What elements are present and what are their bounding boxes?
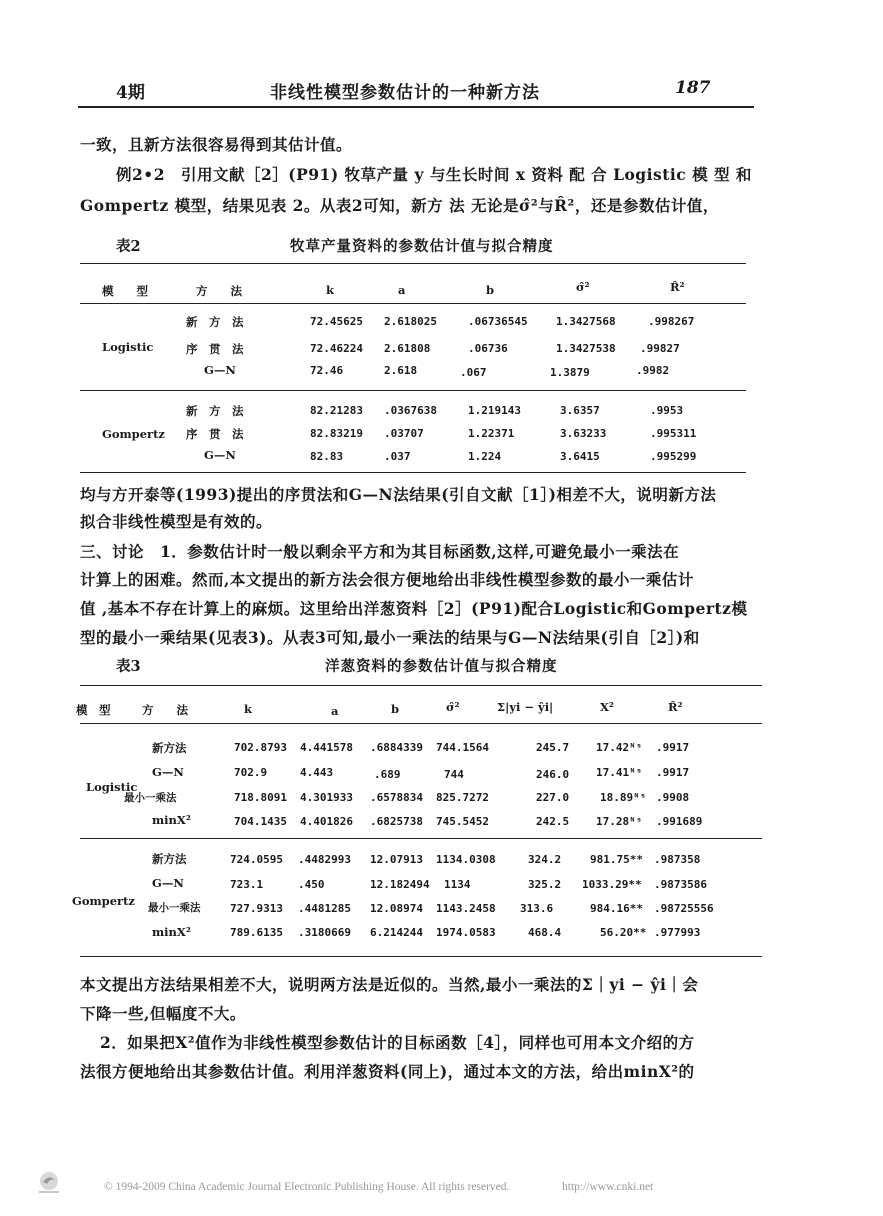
table3-label: 表3 — [116, 658, 141, 675]
table3-cell: 727.9313 — [230, 902, 283, 915]
table2-cell: 2.618 — [384, 364, 418, 377]
table2-cell: .995311 — [650, 427, 697, 440]
table2-cell: 2.618025 — [384, 315, 437, 328]
table3-model-cell: Gompertz — [72, 894, 135, 908]
table3-cell: .689 — [374, 768, 401, 781]
table2-cell: .06736 — [468, 342, 508, 355]
table2-method-cell: G—N — [204, 363, 236, 377]
table2-model-cell: Logistic — [102, 340, 154, 354]
table3-top-rule — [80, 685, 762, 686]
table2-cell: 72.45625 — [310, 315, 363, 328]
table3-header-rule — [80, 723, 762, 724]
issue-number: 4期 — [116, 83, 145, 103]
table3-cell: .450 — [298, 878, 325, 891]
table3-header-model: 模 型 — [76, 703, 111, 717]
table2-cell: 1.3879 — [550, 366, 590, 379]
table3-cell: 6.214244 — [370, 926, 423, 939]
table3-cell: 789.6135 — [230, 926, 283, 939]
table3-cell: .4482993 — [298, 853, 351, 866]
table3-header-b: b — [391, 702, 400, 716]
table3-cell: 702.8793 — [234, 741, 287, 754]
table3-cell: 745.5452 — [436, 815, 489, 828]
table2-method-cell: 新 方 法 — [186, 404, 244, 418]
table3-cell: 1033.29** — [582, 878, 642, 891]
table3-header-k: k — [244, 702, 252, 716]
table3-cell: 4.401826 — [300, 815, 353, 828]
table3-cell: 12.182494 — [370, 878, 430, 891]
table3-method-cell: 最小一乘法 — [124, 792, 177, 804]
table3-header-method: 方 法 — [142, 703, 188, 717]
table3-cell: 246.0 — [536, 768, 570, 781]
table2-caption: 牧草产量资料的参数估计值与拟合精度 — [290, 238, 554, 255]
table2-cell: 72.46 — [310, 364, 344, 377]
table3-cell: 825.7272 — [436, 791, 489, 804]
table3-cell: 12.08974 — [370, 902, 423, 915]
table2-cell: .03707 — [384, 427, 424, 440]
table2-cell: 3.6415 — [560, 450, 600, 463]
table3-header-sigma: σ̂² — [446, 700, 460, 714]
paragraph-line: 法很方便地给出其参数估计值。利用洋葱资料(同上)，通过本文的方法，给出minX²的 — [80, 1062, 695, 1081]
table3-cell: .6884339 — [370, 741, 423, 754]
table3-cell: 56.20** — [600, 926, 647, 939]
table3-cell: 1134 — [444, 878, 471, 891]
table2-group-rule — [80, 390, 746, 391]
table3-cell: 4.441578 — [300, 741, 353, 754]
table2-bottom-rule — [80, 472, 746, 473]
table3-cell: 245.7 — [536, 741, 570, 754]
table3-caption: 洋葱资料的参数估计值与拟合精度 — [325, 658, 558, 675]
header-rule — [78, 106, 754, 108]
table2-cell: 2.61808 — [384, 342, 431, 355]
paragraph-line: 型的最小一乘结果(见表3)。从表3可知,最小一乘法的结果与G—N法结果(引自［2］)和 — [80, 628, 700, 647]
paragraph-line: 例2•2 引用文献［2］(P91) 牧草产量 y 与生长时间 x 资料 配 合 Logistic 模 型 和 — [116, 165, 752, 184]
table3-cell: 17.28ᴺˢ — [596, 815, 643, 828]
section-heading-line: 三、讨论 1．参数估计时一般以剩余平方和为其目标函数,这样,可避免最小一乘法在 — [80, 542, 680, 561]
table3-header-r2: R̂² — [668, 700, 683, 714]
table2-cell: .0367638 — [384, 404, 437, 417]
table3-header-abs: Σ|yi − ŷi| — [497, 700, 554, 714]
table3-cell: 704.1435 — [234, 815, 287, 828]
table3-cell: 325.2 — [528, 878, 562, 891]
table2-header-sigma: σ̂² — [576, 280, 590, 294]
table3-cell: .991689 — [656, 815, 703, 828]
paragraph-line: 拟合非线性模型是有效的。 — [80, 512, 273, 531]
table3-cell: 227.0 — [536, 791, 570, 804]
table2-cell: 1.22371 — [468, 427, 515, 440]
table2-header-model: 模 型 — [102, 284, 148, 298]
table3-cell: 1143.2458 — [436, 902, 496, 915]
table2-label: 表2 — [116, 238, 141, 255]
table3-cell: .3180669 — [298, 926, 351, 939]
paragraph-line: Gompertz 模型，结果见表 2。从表2可知，新方 法 无论是σ̂²与R̂²，还是参数估计值， — [80, 196, 719, 215]
table3-cell: 313.6 — [520, 902, 554, 915]
table2-cell: 3.6357 — [560, 404, 600, 417]
table3-cell: 723.1 — [230, 878, 264, 891]
table2-cell: .9953 — [650, 404, 684, 417]
table3-group-rule — [80, 838, 762, 839]
table2-cell: .037 — [384, 450, 411, 463]
table3-cell: .6825738 — [370, 815, 423, 828]
table2-cell: .06736545 — [468, 315, 528, 328]
table2-method-cell: 序 贯 法 — [186, 427, 244, 441]
table3-header-a: a — [331, 704, 339, 718]
footer-copyright: © 1994-2009 China Academic Journal Electronic Publishing House. All rights reserved. — [104, 1181, 510, 1193]
table3-cell: 17.41ᴺˢ — [596, 766, 643, 779]
table2-top-rule — [80, 263, 746, 264]
table3-cell: 981.75** — [590, 853, 643, 866]
table3-cell: 1134.0308 — [436, 853, 496, 866]
paragraph-line: 值 ,基本不存在计算上的麻烦。这里给出洋葱资料［2］(P91)配合Logistic和Gompertz模 — [80, 599, 748, 618]
table3-cell: .9873586 — [654, 878, 707, 891]
table2-header-method: 方 法 — [196, 284, 242, 298]
table2-method-cell: G—N — [204, 448, 236, 462]
table3-cell: 4.301933 — [300, 791, 353, 804]
table3-cell: 702.9 — [234, 766, 268, 779]
page-number: 187 — [675, 78, 711, 98]
table3-cell: 324.2 — [528, 853, 562, 866]
table3-cell: .9917 — [656, 766, 690, 779]
table2-cell: 1.224 — [468, 450, 502, 463]
table3-cell: 242.5 — [536, 815, 570, 828]
paragraph-line: 本文提出方法结果相差不大，说明两方法是近似的。当然,最小一乘法的Σ｜yi − ŷi｜会 — [80, 975, 699, 994]
table3-cell: 4.443 — [300, 766, 334, 779]
table3-method-cell: minX² — [152, 925, 191, 939]
paragraph-line: 均与方开泰等(1993)提出的序贯法和G—N法结果(引自文献［1］)相差不大，说明新方法 — [80, 485, 717, 504]
table3-cell: 1974.0583 — [436, 926, 496, 939]
table3-header-chi: X² — [600, 700, 614, 714]
table3-bottom-rule — [80, 956, 762, 957]
table2-cell: 1.3427568 — [556, 315, 616, 328]
running-title: 非线性模型参数估计的一种新方法 — [270, 83, 540, 103]
table2-cell: .99827 — [640, 342, 680, 355]
table3-method-cell: 新方法 — [152, 741, 187, 755]
table3-cell: .987358 — [654, 853, 701, 866]
table2-cell: 82.83219 — [310, 427, 363, 440]
table3-cell: 468.4 — [528, 926, 562, 939]
table3-cell: 718.8091 — [234, 791, 287, 804]
table2-header-a: a — [398, 283, 406, 297]
table2-cell: .995299 — [650, 450, 697, 463]
table3-model-cell: Logistic — [86, 780, 138, 794]
table2-cell: 1.3427538 — [556, 342, 616, 355]
paragraph-line: 下降一些,但幅度不大。 — [80, 1004, 246, 1023]
cnki-logo-icon — [36, 1170, 62, 1196]
table3-method-cell: 新方法 — [152, 852, 187, 866]
table3-cell: .4481285 — [298, 902, 351, 915]
paragraph-line: 计算上的困难。然而,本文提出的新方法会很方便地给出非线性模型参数的最小一乘估计 — [80, 570, 694, 589]
table3-cell: .977993 — [654, 926, 701, 939]
table3-cell: .6578834 — [370, 791, 423, 804]
table3-cell: 744 — [444, 768, 464, 781]
table2-cell: 1.219143 — [468, 404, 521, 417]
table2-header-r2: R̂² — [670, 280, 685, 294]
table3-method-cell: G—N — [152, 876, 184, 890]
table2-cell: .998267 — [648, 315, 695, 328]
table3-cell: 18.89ᴺˢ — [600, 791, 647, 804]
table3-method-cell: 最小一乘法 — [148, 902, 201, 914]
footer-url[interactable]: http://www.cnki.net — [562, 1181, 654, 1193]
table2-cell: 82.83 — [310, 450, 344, 463]
table3-cell: .98725556 — [654, 902, 714, 915]
table3-cell: 12.07913 — [370, 853, 423, 866]
table3-cell: .9917 — [656, 741, 690, 754]
paragraph-line: 一致，且新方法很容易得到其估计值。 — [80, 135, 353, 154]
table2-cell: 3.63233 — [560, 427, 607, 440]
table3-cell: .9908 — [656, 791, 690, 804]
table2-header-b: b — [486, 283, 495, 297]
paragraph-line: 2．如果把X²值作为非线性模型参数估计的目标函数［4］，同样也可用本文介绍的方 — [100, 1033, 695, 1052]
table2-cell: 82.21283 — [310, 404, 363, 417]
table3-cell: 724.0595 — [230, 853, 283, 866]
table2-method-cell: 新 方 法 — [186, 315, 244, 329]
table2-header-rule — [80, 303, 746, 304]
table3-cell: 17.42ᴺˢ — [596, 741, 643, 754]
table2-cell: .9982 — [636, 364, 670, 377]
table2-header-k: k — [326, 283, 334, 297]
table3-method-cell: G—N — [152, 765, 184, 779]
table2-model-cell: Gompertz — [102, 427, 165, 441]
table3-cell: 744.1564 — [436, 741, 489, 754]
table2-cell: .067 — [460, 366, 487, 379]
table2-cell: 72.46224 — [310, 342, 363, 355]
table2-method-cell: 序 贯 法 — [186, 342, 244, 356]
table3-method-cell: minX² — [152, 813, 191, 827]
table3-cell: 984.16** — [590, 902, 643, 915]
